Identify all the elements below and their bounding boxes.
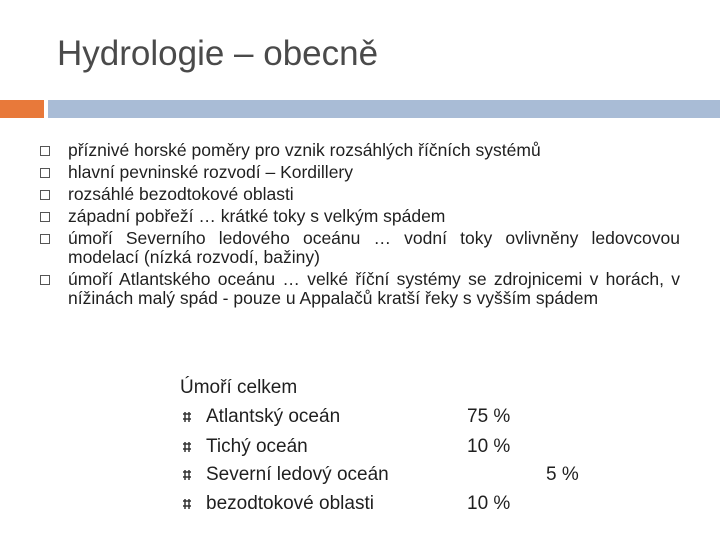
summary-value: 5 % xyxy=(546,464,579,485)
square-bullet-icon xyxy=(40,275,50,285)
hash-bullet-icon xyxy=(182,411,192,423)
bullet-item: úmoří Atlantského oceánu … velké říční systémy se zdrojnicemi v horách, v nížinách malý spád - pouze u Appalačů kratší řeky s vyšším spádem xyxy=(40,270,680,308)
square-bullet-icon xyxy=(40,190,50,200)
bullet-list xyxy=(40,141,680,311)
square-bullet-icon xyxy=(40,212,50,222)
bullet-item: rozsáhlé bezodtokové oblasti xyxy=(40,185,680,204)
bullet-item: západní pobřeží … krátké toky s velkým spádem xyxy=(40,207,680,226)
bullet-item: úmoří Severního ledového oceánu … vodní toky ovlivněny ledovcovou modelací (nízká rozvodí, bažiny) xyxy=(40,229,680,267)
bullet-item: hlavní pevninské rozvodí – Kordillery xyxy=(40,163,680,182)
summary-item: Tichý oceán xyxy=(182,436,308,458)
hash-bullet-icon xyxy=(182,498,192,510)
summary-value: 10 % xyxy=(467,436,511,457)
summary-heading: Úmoří celkem xyxy=(180,377,298,398)
summary-value: 75 % xyxy=(467,406,511,427)
square-bullet-icon xyxy=(40,168,50,178)
bullet-item: příznivé horské poměry pro vznik rozsáhlých říčních systémů xyxy=(40,141,680,160)
summary-item: Severní ledový oceán xyxy=(182,464,389,486)
summary-item: bezodtokové oblasti xyxy=(182,493,374,515)
square-bullet-icon xyxy=(40,146,50,156)
summary-item: Atlantský oceán xyxy=(182,406,340,428)
hash-bullet-icon xyxy=(182,469,192,481)
slide-title: Hydrologie – obecně xyxy=(57,34,379,73)
summary-value: 10 % xyxy=(467,493,511,514)
title-rule-bar xyxy=(48,100,720,118)
square-bullet-icon xyxy=(40,234,50,244)
title-accent-bar xyxy=(0,100,44,118)
hash-bullet-icon xyxy=(182,441,192,453)
